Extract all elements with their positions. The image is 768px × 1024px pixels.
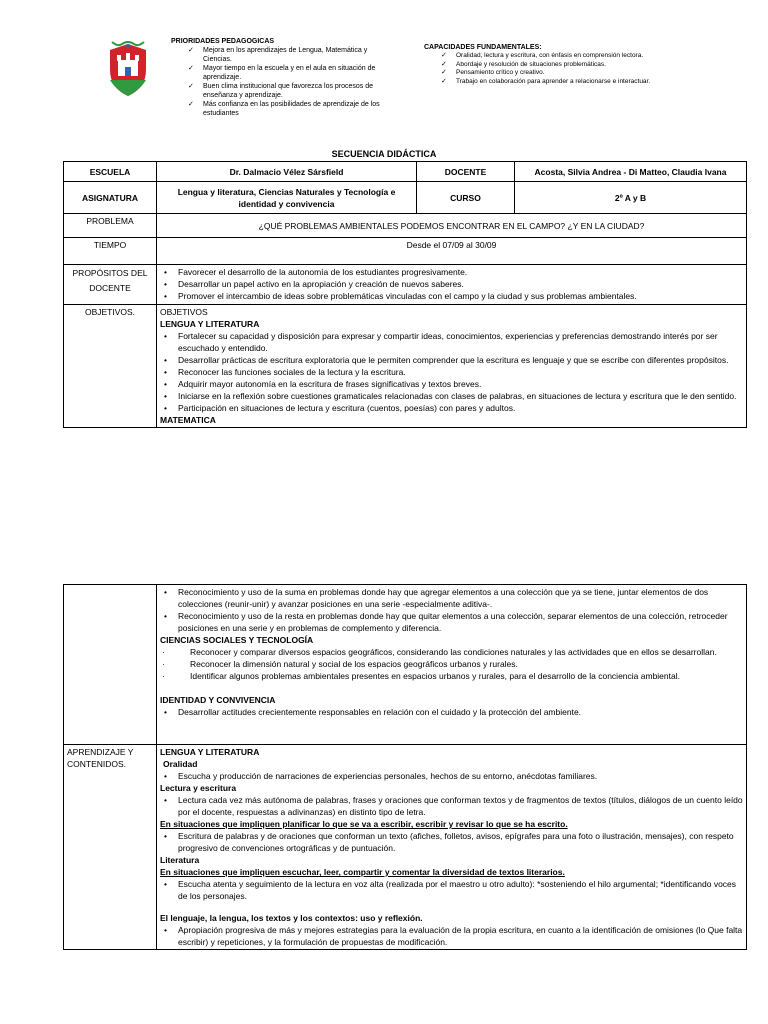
- oralidad-heading: Oralidad: [163, 759, 198, 769]
- list-item: • Escucha y producción de narraciones de experiencias personales, hechos de su entorno, anécdotas familiares.: [174, 770, 743, 782]
- sequence-table-page1: [63, 161, 747, 428]
- lectura-heading: Lectura y escritura: [160, 783, 237, 793]
- aprendizaje-label: APRENDIZAJE Y CONTENIDOS.: [64, 745, 157, 950]
- priorities-list: [171, 46, 381, 118]
- objetivos-continued-cell: [157, 585, 747, 745]
- sequence-table-page2: [63, 584, 747, 950]
- empty-label-cell: [64, 585, 157, 745]
- list-item: • Escucha atenta y seguimiento de la lectura en voz alta (realizada por el maestro u otro adulto): *sosteniendo el hilo argumental; *identificando voces de los personajes.: [174, 878, 743, 902]
- list-item: • Desarrollar prácticas de escritura exploratoria que le permiten comprender que la escritura es lenguaje y que se escribe con diferentes propósitos.: [174, 354, 743, 366]
- capacities-list: [424, 52, 674, 86]
- priority-item: ✓ Mayor tiempo en la escuela y en el aula en situación de aprendizaje.: [171, 64, 381, 82]
- priorities-title: PRIORIDADES PEDAGOGICAS: [171, 38, 275, 45]
- lectura-list: [160, 794, 743, 818]
- matematica-heading: MATEMATICA: [160, 415, 216, 425]
- capacity-item: ✓ Oralidad, lectura y escritura, con énfasis en comprensión lectora.: [424, 52, 674, 61]
- list-item: • Reconocimiento y uso de la suma en problemas donde hay que agregar elementos a una colección que ya se tiene, juntar elementos de dos colecciones (reunir-unir) y avanzar posiciones en una serie -especialmente aditiva-.: [174, 586, 743, 610]
- priority-item: ✓ Más confianza en las posibilidades de aprendizaje de los estudiantes: [171, 100, 381, 118]
- propositos-list: [160, 266, 743, 302]
- lengua-heading: LENGUA Y LITERATURA: [160, 319, 260, 329]
- lenguaje-heading: El lenguaje, la lengua, los textos y los contextos: uso y reflexión.: [160, 913, 423, 923]
- problema-label: PROBLEMA: [64, 214, 157, 238]
- docente-label: DOCENTE: [417, 162, 515, 182]
- math-objectives-list: [160, 586, 743, 634]
- capacity-item: ✓ Abordaje y resolución de situaciones problemáticas.: [424, 61, 674, 70]
- sequence-title: SECUENCIA DIDÁCTICA: [331, 149, 437, 159]
- propositos-label: PROPÓSITOS DEL DOCENTE: [64, 265, 157, 305]
- tiempo-label: TIEMPO: [64, 238, 157, 265]
- list-item: • Promover el intercambio de ideas sobre problemáticas vinculadas con el campo y la ciudad y sus problemas ambientales.: [174, 290, 743, 302]
- list-item: • Desarrollar un papel activo en la apropiación y creación de nuevos saberes.: [174, 278, 743, 290]
- docente-value: Acosta, Silvia Andrea - Di Matteo, Claudia Ivana: [515, 162, 747, 182]
- fundamental-capacities: [424, 43, 674, 86]
- objetivos-cell: [157, 305, 747, 428]
- problema-value: ¿QUÉ PROBLEMAS AMBIENTALES PODEMOS ENCONTRAR EN EL CAMPO? ¿Y EN LA CIUDAD?: [157, 214, 747, 238]
- list-item: • Fortalecer su capacidad y disposición para expresar y compartir ideas, conocimientos, experiencias y preferencias demostrando interés por ser escuchado y entendido.: [174, 330, 743, 354]
- escuela-value: Dr. Dalmacio Vélez Sársfield: [157, 162, 417, 182]
- list-item: · Identificar algunos problemas ambientales presentes en espacios urbanos y rurales, para el desarrollo de la conciencia ambiental.: [160, 670, 743, 682]
- priority-item: ✓ Mejora en los aprendizajes de Lengua, Matemática y Ciencias.: [171, 46, 381, 64]
- ciencias-heading: CIENCIAS SOCIALES Y TECNOLOGÍA: [160, 635, 314, 645]
- list-item: · Reconocer la dimensión natural y social de los espacios geográficos urbanos y rurales.: [160, 658, 743, 670]
- identidad-heading: IDENTIDAD Y CONVIVENCIA: [160, 695, 276, 705]
- capacity-item: ✓ Pensamiento crítico y creativo.: [424, 69, 674, 78]
- list-item: • Desarrollar actitudes crecientemente responsables en relación con el cuidado y la protección del ambiente.: [174, 706, 743, 718]
- pedagogical-priorities: [171, 37, 381, 118]
- aprendizaje-cell: [157, 745, 747, 950]
- situaciones-literarios: En situaciones que impliquen escuchar, leer, compartir y comentar la diversidad de textos literarios.: [160, 867, 565, 877]
- list-item: • Escritura de palabras y de oraciones que conforman un texto (afiches, folletos, avisos, epígrafes para una foto o ilustración, mensajes), con respeto progresivo de convenciones ortográficas y de puntuación.: [174, 830, 743, 854]
- literatura-list: [160, 878, 743, 902]
- propositos-cell: [157, 265, 747, 305]
- tiempo-value: Desde el 07/09 al 30/09: [157, 238, 747, 265]
- situaciones-escribir: En situaciones que impliquen planificar lo que se va a escribir, escribir y revisar lo que se ha escrito.: [160, 819, 568, 829]
- escritura-list: [160, 830, 743, 854]
- capacity-item: ✓ Trabajo en colaboración para aprender a relacionarse e interactuar.: [424, 78, 674, 87]
- list-item: • Reconocer las funciones sociales de la lectura y la escritura.: [174, 366, 743, 378]
- objetivos-label: OBJETIVOS.: [64, 305, 157, 428]
- list-item: • Favorecer el desarrollo de la autonomía de los estudiantes progresivamente.: [174, 266, 743, 278]
- list-item: · Reconocer y comparar diversos espacios geográficos, considerando las condiciones naturales y las actividades que en ellos se desarrollan.: [160, 646, 743, 658]
- oralidad-list: [160, 770, 743, 782]
- lengua-heading: LENGUA Y LITERATURA: [160, 747, 260, 757]
- capacities-title: CAPACIDADES FUNDAMENTALES:: [424, 44, 542, 51]
- literatura-heading: Literatura: [160, 855, 200, 865]
- asignatura-label: ASIGNATURA: [64, 182, 157, 214]
- identidad-list: [160, 706, 743, 718]
- list-item: • Lectura cada vez más autónoma de palabras, frases y oraciones que conforman textos y de fragmentos de textos (títulos, diálogos de un cuento leído por el docente, respuestas a adivinanzas) en distinto tipo de letra.: [174, 794, 743, 818]
- lengua-objectives-list: [160, 330, 743, 414]
- asignatura-value: Lengua y literatura, Ciencias Naturales y Tecnología e identidad y convivencia: [157, 182, 417, 214]
- list-item: • Iniciarse en la reflexión sobre cuestiones gramaticales relacionadas con clases de palabras, en situaciones de lectura y escritura que le den sentido.: [174, 390, 743, 402]
- curso-value: 2º A y B: [515, 182, 747, 214]
- city-crest-icon: [104, 40, 152, 98]
- list-item: • Adquirir mayor autonomía en la escritura de frases significativas y textos breves.: [174, 378, 743, 390]
- list-item: • Participación en situaciones de lectura y escritura (cuentos, poesías) con pares y adultos.: [174, 402, 743, 414]
- curso-label: CURSO: [417, 182, 515, 214]
- lenguaje-list: [160, 924, 743, 948]
- escuela-label: ESCUELA: [64, 162, 157, 182]
- objetivos-heading: OBJETIVOS: [160, 307, 208, 317]
- priority-item: ✓ Buen clima institucional que favorezca los procesos de enseñanza y aprendizaje.: [171, 82, 381, 100]
- list-item: • Apropiación progresiva de más y mejores estrategias para la evaluación de la propia escritura, en cuanto a la identificación de omisiones (lo Que falta escribir) y repeticiones, y la formulación de propuestas de modificación.: [174, 924, 743, 948]
- list-item: • Reconocimiento y uso de la resta en problemas donde hay que quitar elementos a una colección, separar elementos de una colección, retroceder posiciones en una serie y en problemas de complemento y diferencia.: [174, 610, 743, 634]
